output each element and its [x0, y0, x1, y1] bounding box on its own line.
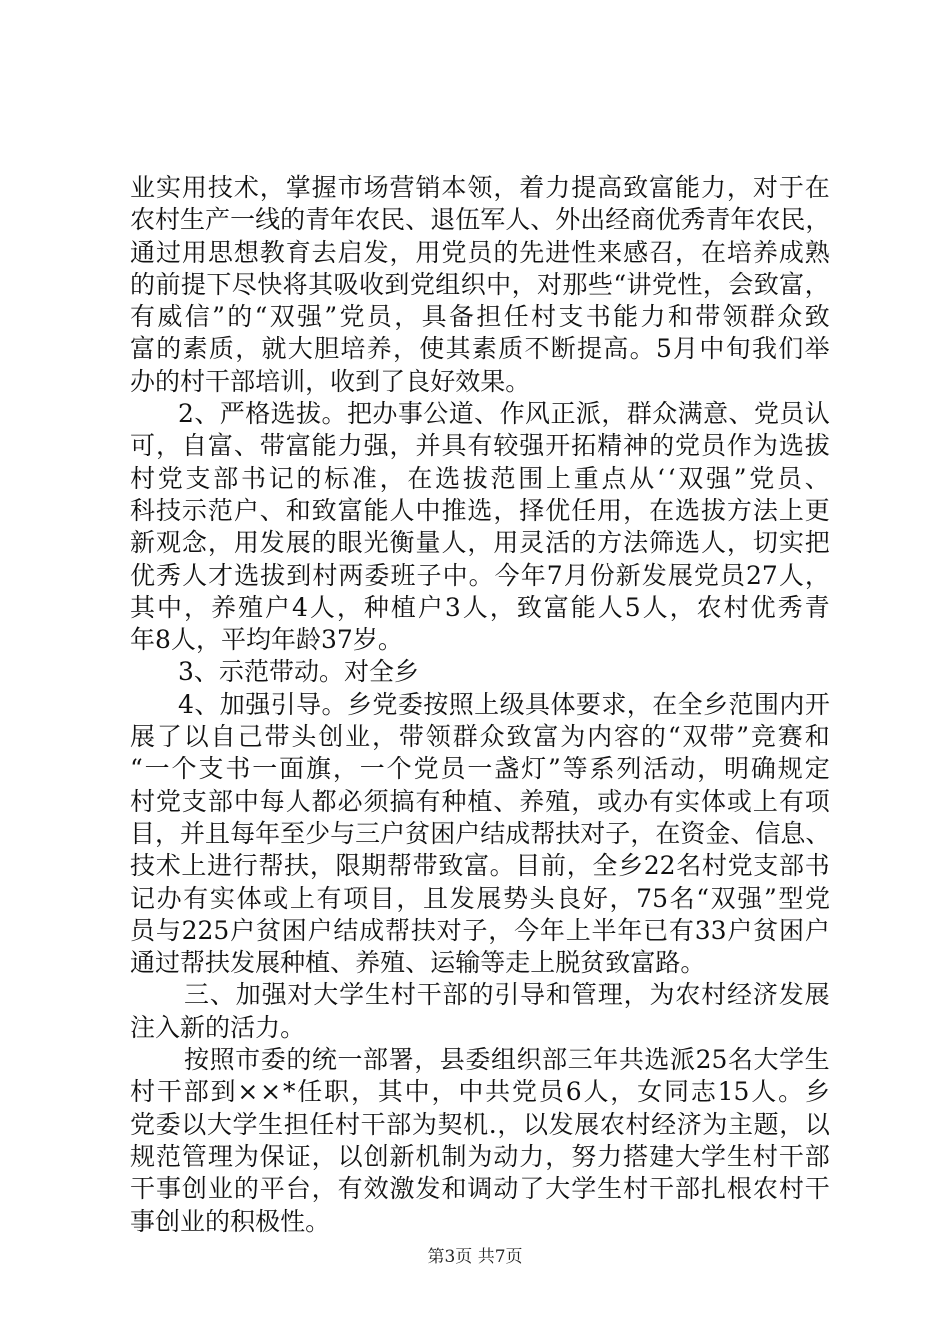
text-line: 规 范 管 理 为 保 证 ， 以 创 新 机 制 为 动 力 ， 努 力 搭 建 大 学 生 村 干 部: [130, 1141, 830, 1171]
text-line: 通 过 用 思 想 教 育 去 启 发 ， 用 党 员 的 先 进 性 来 感 召 ， 在 培 养 成 熟: [130, 237, 830, 267]
text-line: 业 实 用 技 术 ， 掌 握 市 场 营 销 本 领 ， 着 力 提 高 致 富 能 力 ， 对 于 在: [130, 173, 830, 202]
text-line: 事 创 业 的 积 极 性 。: [130, 1206, 331, 1236]
text-line: 干 事 创 业 的 平 台 ， 有 效 激 发 和 调 动 了 大 学 生 村 干 部 扎 根 农 村 干: [130, 1174, 830, 1204]
page-footer: 第3页 共7页: [427, 1247, 523, 1267]
text-line: 记 办 有 实 体 或 上 有 项 目 ， 且 发 展 势 头 良 好 ， 75 名 “ 双 强 ” 型 党: [130, 883, 830, 913]
text-line: 2 、 严 格 选 拔 。 把 办 事 公 道 、 作 风 正 派 ， 群 众 满 意 、 党 员 认: [178, 399, 830, 429]
text-line: 注 入 新 的 活 力 。: [130, 1012, 306, 1042]
body-text: [130, 172, 830, 1238]
text-line: 技 术 上 进 行 帮 扶 ， 限 期 帮 带 致 富 。 目 前 ， 全 乡 22 名 村 党 支 部 书: [130, 851, 830, 881]
text-line: 三 、 加 强 对 大 学 生 村 干 部 的 引 导 和 管 理 ， 为 农 村 经 济 发 展: [184, 980, 830, 1010]
text-line: 的 前 提 下 尽 快 将 其 吸 收 到 党 组 织 中 ， 对 那 些 “ 讲 党 性 ， 会 致 富 ，: [130, 269, 830, 299]
text-line: 有 威 信 ” 的 “ 双 强 ” 党 员 ， 具 备 担 任 村 支 书 能 力 和 带 领 群 众 致: [130, 302, 830, 332]
text-line: 其 中 ， 养 殖 户 4 人 ， 种 植 户 3 人 ， 致 富 能 人 5 人 ， 农 村 优 秀 青: [130, 592, 830, 622]
text-line: 村 干 部 到 × × * 任 职 ， 其 中 ， 中 共 党 员 6 人 ， 女 同 志 15 人 。 乡: [130, 1077, 830, 1107]
text-line: 员 与 225 户 贫 困 户 结 成 帮 扶 对 子 ， 今 年 上 半 年 已 有 33 户 贫 困 户: [130, 915, 830, 945]
text-line: 展 了 以 自 己 带 头 创 业 ， 带 领 群 众 致 富 为 内 容 的 “ 双 带 ” 竞 赛 和: [130, 722, 830, 752]
text-line: 可 ， 自 富 、 带 富 能 力 强 ， 并 具 有 较 强 开 拓 精 神 的 党 员 作 为 选 拔: [130, 431, 830, 461]
text-line: 年 8 人 ， 平 均 年 龄 37 岁 。: [130, 625, 403, 655]
text-line: 目 ， 并 且 每 年 至 少 与 三 户 贫 困 户 结 成 帮 扶 对 子 ， 在 资 金 、 信 息 、: [130, 818, 831, 848]
text-line: 4 、 加 强 引 导 。 乡 党 委 按 照 上 级 具 体 要 求 ， 在 全 乡 范 围 内 开: [178, 689, 830, 719]
text-line: 3 、 示 范 带 动 。 对 全 乡: [178, 657, 420, 687]
text-line: 富 的 素 质 ， 就 大 胆 培 养 ， 使 其 素 质 不 断 提 高 。 5 月 中 旬 我 们 举: [130, 334, 830, 364]
text-line: 通 过 帮 扶 发 展 种 植 、 养 殖 、 运 输 等 走 上 脱 贫 致 富 路 。: [130, 948, 706, 978]
text-line: 党 委 以 大 学 生 担 任 村 干 部 为 契 机 . ， 以 发 展 农 村 经 济 为 主 题 ， 以: [130, 1109, 830, 1139]
text-line: 农 村 生 产 一 线 的 青 年 农 民 、 退 伍 军 人 、 外 出 经 商 优 秀 青 年 农 民 ，: [130, 205, 831, 235]
text-line: 科 技 示 范 户 、 和 致 富 能 人 中 推 选 ， 择 优 任 用 ， 在 选 拔 方 法 上 更: [130, 495, 830, 525]
text-line: 办 的 村 干 部 培 训 ， 收 到 了 良 好 效 果 。: [130, 366, 531, 396]
text-line: 村 党 支 部 中 每 人 都 必 须 搞 有 种 植 、 养 殖 ， 或 办 有 实 体 或 上 有 项: [130, 786, 830, 816]
text-line: 优 秀 人 才 选 拔 到 村 两 委 班 子 中 。 今 年 7 月 份 新 发 展 党 员 27 人 ，: [130, 560, 830, 590]
text-line: 新 观 念 ， 用 发 展 的 眼 光 衡 量 人 ， 用 灵 活 的 方 法 筛 选 人 ， 切 实 把: [130, 528, 830, 558]
text-line: “ 一 个 支 书 一 面 旗 ， 一 个 党 员 一 盏 灯 ” 等 系 列 活 动 ， 明 确 规 定: [130, 754, 830, 784]
text-line: 村 党 支 部 书 记 的 标 准 ， 在 选 拔 范 围 上 重 点 从 ‘ ‘ 双 强 ” 党 员 、: [130, 463, 830, 493]
text-line: 按 照 市 委 的 统 一 部 署 ， 县 委 组 织 部 三 年 共 选 派 25 名 大 学 生: [184, 1045, 830, 1075]
